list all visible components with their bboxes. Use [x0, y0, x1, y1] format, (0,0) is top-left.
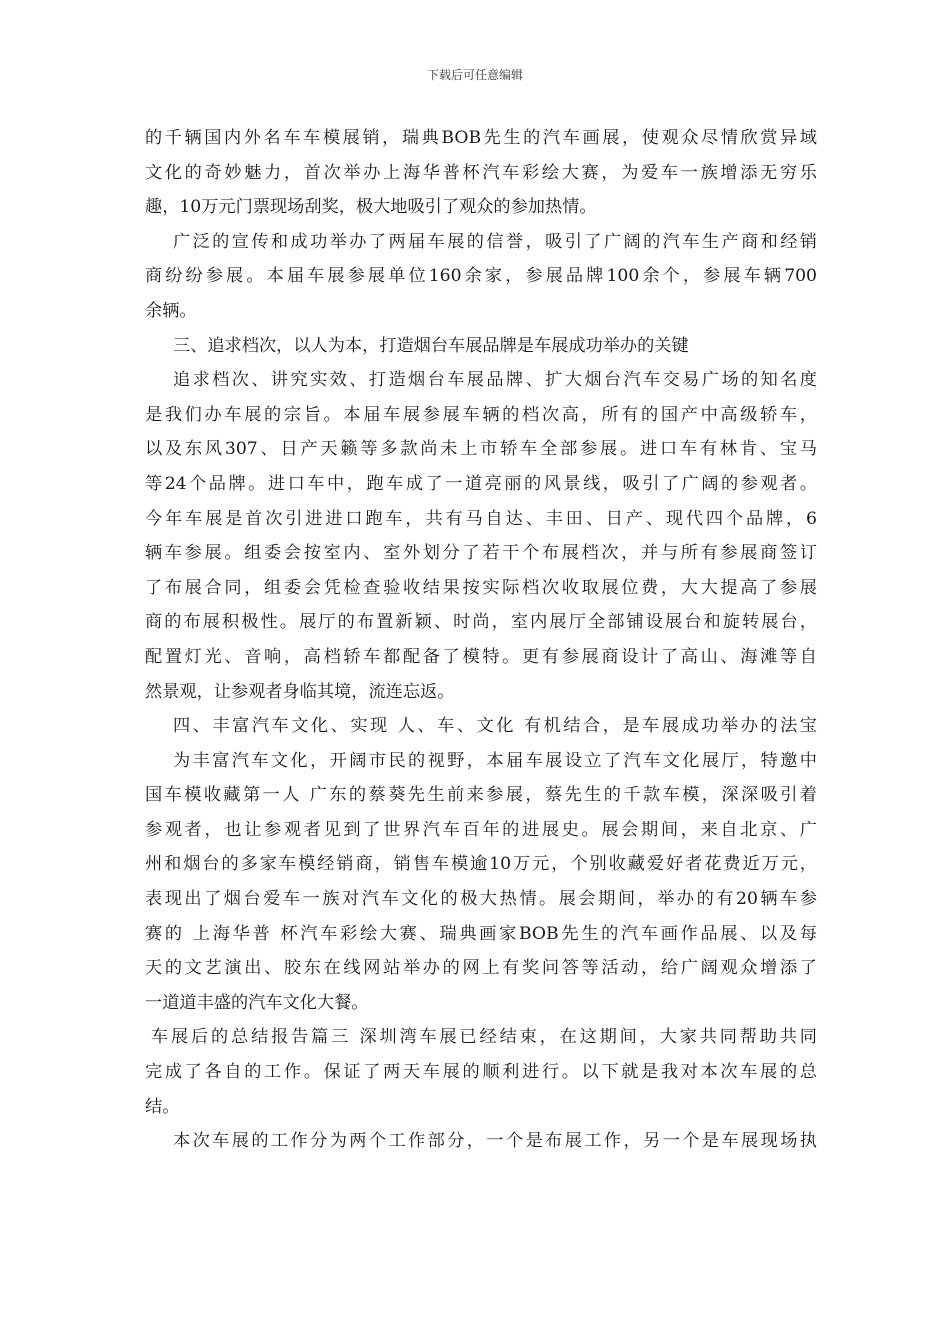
text-line: 趣，10万元门票现场刮奖，极大地吸引了观众的参加热情。 — [145, 197, 597, 218]
text-line: 配置灯光、音响，高档轿车都配备了模特。更有参展商设计了高山、海滩等自 — [145, 646, 817, 667]
text-line: 文化的奇妙魅力，首次举办上海华普杯汽车彩绘大赛，为爱车一族增添无穷乐 — [145, 162, 817, 183]
text-line: 三、追求档次，以人为本，打造烟台车展品牌是车展成功举办的关键 — [173, 335, 689, 356]
text-line: 国车模收藏第一人 广东的蔡葵先生前来参展，蔡先生的千款车模，深深吸引着 — [145, 785, 817, 806]
text-line: 为丰富汽车文化，开阔市民的视野，本届车展设立了汽车文化展厅，特邀中 — [173, 750, 817, 771]
text-line: 追求档次、讲究实效、打造烟台车展品牌、扩大烟台汽车交易广场的知名度 — [173, 370, 817, 391]
text-line: 天的文艺演出、胶东在线网站举办的网上有奖问答等活动，给广阔观众增添了 — [145, 958, 817, 979]
text-line: 广泛的宣传和成功举办了两届车展的信誉，吸引了广阔的汽车生产商和经销 — [173, 231, 817, 252]
text-line: 然景观，让参观者身临其境，流连忘返。 — [145, 681, 455, 702]
text-line: 赛的 上海华普 杯汽车彩绘大赛、瑞典画家BOB先生的汽车画作品展、以及每 — [145, 923, 817, 944]
text-line: 的千辆国内外名车车模展销，瑞典BOB先生的汽车画展，使观众尽情欣赏异域 — [145, 128, 817, 148]
text-line: 一道道丰盛的汽车文化大餐。 — [145, 992, 369, 1013]
text-line: 辆车参展。组委会按室内、室外划分了若干个布展档次，并与所有参展商签订 — [145, 543, 817, 564]
text-line: 是我们办车展的宗旨。本届车展参展车辆的档次高，所有的国产中高级轿车， — [145, 404, 817, 425]
text-line: 州和烟台的多家车模经销商，销售车模逾10万元，个别收藏爱好者花费近万元， — [145, 854, 817, 875]
document-body — [145, 121, 817, 1159]
text-line: 参观者，也让参观者见到了世界汽车百年的进展史。展会期间，来自北京、广 — [145, 819, 817, 840]
text-line: 结。 — [145, 1096, 180, 1117]
text-line: 了布展合同，组委会凭检查验收结果按实际档次收取展位费，大大提高了参展 — [145, 577, 817, 598]
text-line: 四、丰富汽车文化、实现 人、车、文化 有机结合，是车展成功举办的法宝 — [173, 716, 817, 737]
text-line: 以及东风307、日产天籁等多款尚未上市轿车全部参展。进口车有林肯、宝马 — [145, 439, 817, 460]
page-header: 下载后可任意编辑 — [426, 68, 523, 82]
text-line: 完成了各自的工作。保证了两天车展的顺利进行。以下就是我对本次车展的总 — [145, 1062, 817, 1083]
text-line: 车展后的总结报告篇三 深圳湾车展已经结束，在这期间，大家共同帮助共同 — [151, 1027, 817, 1048]
text-line: 商纷纷参展。本届车展参展单位160余家，参展品牌100余个，参展车辆700 — [145, 266, 817, 287]
text-line: 商的布展积极性。展厅的布置新颖、时尚，室内展厅全部铺设展台和旋转展台， — [145, 612, 817, 633]
text-line: 表现出了烟台爱车一族对汽车文化的极大热情。展会期间，举办的有20辆车参 — [145, 889, 817, 910]
text-line: 本次车展的工作分为两个工作部分，一个是布展工作，另一个是车展现场执 — [173, 1131, 817, 1152]
text-line: 今年车展是首次引进进口跑车，共有马自达、丰田、日产、现代四个品牌，6 — [145, 508, 817, 529]
text-line: 余辆。 — [145, 300, 197, 321]
text-line: 等24个品牌。进口车中，跑车成了一道亮丽的风景线，吸引了广阔的参观者。 — [145, 473, 817, 494]
